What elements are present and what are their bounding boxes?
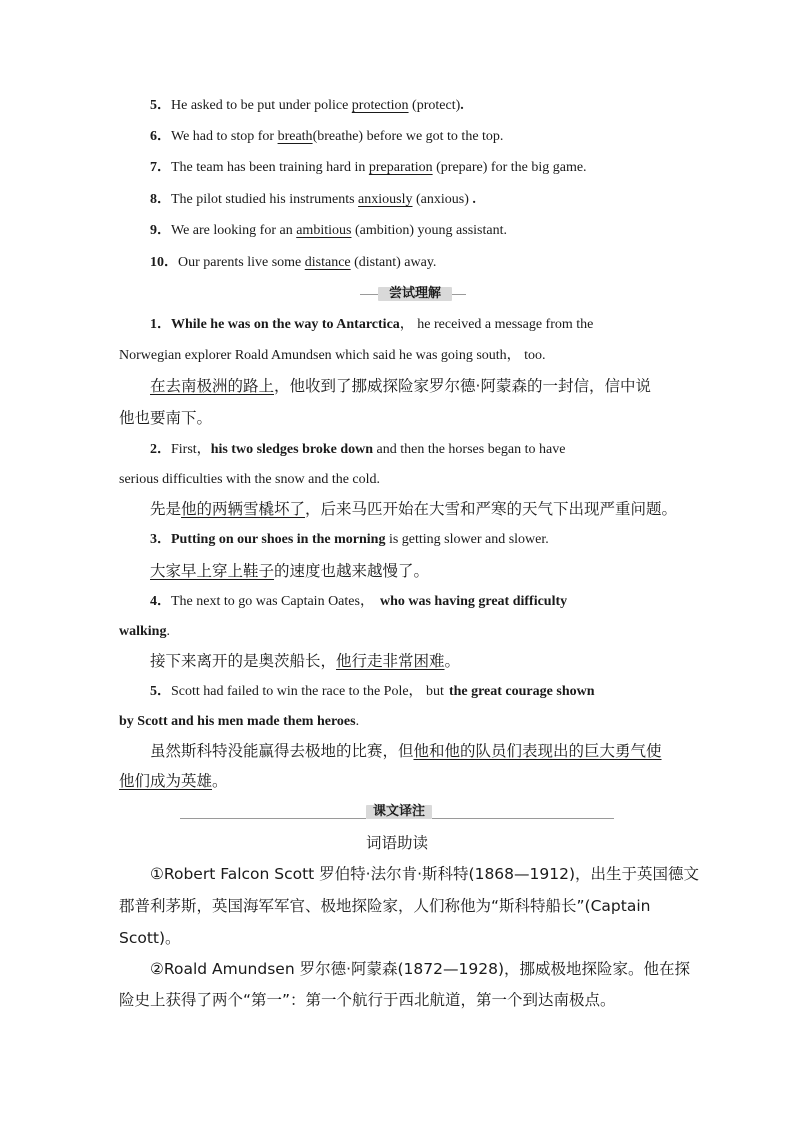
exercise-7: [150, 158, 587, 178]
exercise-hint: (ambition) young assistant.: [351, 223, 507, 238]
answer-word: breath: [277, 129, 313, 144]
try-item-4-line-1: [150, 592, 567, 612]
item-number: 3．: [150, 532, 171, 547]
item-number: 5．: [150, 684, 171, 699]
translation-text: ，后来马匹开始在大雪和严寒的天气下出现严重问题。: [305, 500, 678, 518]
exercise-8: [150, 190, 476, 210]
exercise-text: We are looking for an: [171, 223, 297, 238]
translation-underlined: 大家早上穿上鞋子: [150, 562, 275, 580]
exercise-number: 6．: [150, 129, 171, 144]
exercise-number: 5．: [150, 98, 171, 113]
translation-underlined: 他的两辆雪橇坏了: [181, 500, 306, 518]
section-try-title: 尝试理解: [388, 286, 441, 301]
bold-clause: Putting on our shoes in the morning: [171, 532, 386, 547]
exercise-9: [150, 221, 507, 241]
translation-underlined: 他和他的队员们表现出的巨大勇气使: [413, 742, 662, 760]
try-item-1-line-1: [150, 315, 593, 335]
bold-clause: While he was on the way to Antarctica: [171, 317, 400, 332]
sentence-text: The next to go was Captain Oates，: [171, 594, 374, 609]
answer-word: distance: [304, 255, 351, 270]
note-1-line-1: ①Robert Falcon Scott 罗伯特·法尔肯·斯科特(1868—1912)，出生于英国德文: [150, 865, 700, 883]
section-text-title: 课文译注: [372, 804, 425, 819]
exercise-5: [150, 96, 464, 116]
exercise-6: [150, 127, 503, 147]
try-item-3-line-1: [150, 530, 549, 550]
translation-text: ，他收到了挪威探险家罗尔德·阿蒙森的一封信，信中说: [274, 377, 651, 395]
try-item-1-translation-1: [150, 376, 651, 396]
bold-clause: by Scott and his men made them heroes: [119, 714, 356, 729]
note-1-line-3: Scott)。: [119, 929, 181, 947]
sentence-text: .: [355, 714, 360, 729]
item-number: 4．: [150, 594, 171, 609]
note-2-line-2: 险史上获得了两个“第一”：第一个航行于西北航道，第一个到达南极点。: [119, 991, 616, 1009]
bold-clause: walking: [119, 624, 167, 639]
note-1-line-2: 郡普利茅斯，英国海军军官、极地探险家，人们称他为“斯科特船长”(Captain: [119, 897, 651, 915]
exercise-hint: (protect): [408, 98, 461, 113]
note-2-line-1: ②Roald Amundsen 罗尔德·阿蒙森(1872—1928)，挪威极地探险家。他在探: [150, 960, 690, 978]
exercise-10: [150, 253, 436, 273]
try-item-5-line-1: [150, 682, 595, 702]
try-item-1-line-2: [119, 346, 546, 366]
section-try-rule-right: [452, 294, 466, 295]
exercise-number: 9．: [150, 223, 171, 238]
item-number: 1．: [150, 317, 171, 332]
exercise-text: We had to stop for: [171, 129, 278, 144]
try-item-5-translation-1: [150, 741, 662, 761]
sentence-text: serious difficulties with the snow and the cold.: [119, 472, 381, 487]
translation-underlined: 在去南极洲的路上: [150, 377, 275, 395]
try-item-5-line-2: [119, 712, 359, 732]
translation-text: 。: [444, 652, 461, 670]
try-item-4-translation: [150, 651, 460, 671]
section-text-rule-left: [180, 818, 366, 819]
try-item-2-line-2: [119, 470, 380, 490]
exercise-end: .: [460, 98, 464, 113]
bold-clause: who was having great difficulty: [379, 594, 568, 609]
section-try-rule-left: [360, 294, 378, 295]
translation-text: 的速度也越来越慢了。: [274, 562, 430, 580]
exercise-text: Our parents live some: [178, 255, 305, 270]
translation-underlined: 他们成为英雄: [119, 772, 213, 790]
item-number: 2．: [150, 442, 171, 457]
answer-word: anxiously: [358, 192, 413, 207]
exercise-hint: (anxious): [412, 192, 469, 207]
section-text-rule-right: [432, 818, 614, 819]
bold-clause: his two sledges broke down: [210, 442, 374, 457]
sentence-text: and then the horses began to have: [373, 442, 566, 457]
sentence-text: Scott had failed to win the race to the Pole， but: [171, 684, 444, 699]
translation-text: 虽然斯科特没能赢得去极地的比赛，但: [150, 742, 414, 760]
translation-underlined: 他行走非常困难: [336, 652, 445, 670]
sentence-text: ， he received a message from the: [399, 317, 594, 332]
answer-word: protection: [351, 98, 409, 113]
answer-word: preparation: [368, 160, 433, 175]
exercise-text: The team has been training hard in: [171, 160, 369, 175]
exercise-number: 10．: [150, 255, 178, 270]
try-item-5-translation-2: [119, 771, 228, 791]
try-item-2-translation: [150, 499, 677, 519]
vocab-heading: 词语助读: [365, 834, 428, 852]
exercise-text: The pilot studied his instruments: [171, 192, 359, 207]
answer-word: ambitious: [296, 223, 352, 238]
try-item-3-translation: [150, 561, 429, 581]
exercise-number: 7．: [150, 160, 171, 175]
sentence-text: Norwegian explorer Roald Amundsen which said he was going south， too.: [119, 348, 546, 363]
exercise-hint: (breathe) before we got to the top.: [312, 129, 504, 144]
sentence-text: First，: [171, 442, 211, 457]
exercise-hint: (distant) away.: [350, 255, 437, 270]
exercise-text: He asked to be put under police: [171, 98, 352, 113]
try-item-4-line-2: [119, 622, 170, 642]
exercise-end: .: [468, 192, 476, 207]
translation-text: 他也要南下。: [119, 409, 213, 427]
sentence-text: .: [166, 624, 170, 639]
try-item-2-line-1: [150, 440, 565, 460]
exercise-hint: (prepare) for the big game.: [432, 160, 587, 175]
translation-text: 。: [212, 772, 228, 790]
translation-text: 先是: [150, 500, 182, 518]
sentence-text: is getting slower and slower.: [385, 532, 549, 547]
translation-text: 接下来离开的是奥茨船长，: [150, 652, 337, 670]
bold-clause: the great courage shown: [448, 684, 595, 699]
try-item-1-translation-2: [119, 408, 212, 428]
exercise-number: 8．: [150, 192, 171, 207]
